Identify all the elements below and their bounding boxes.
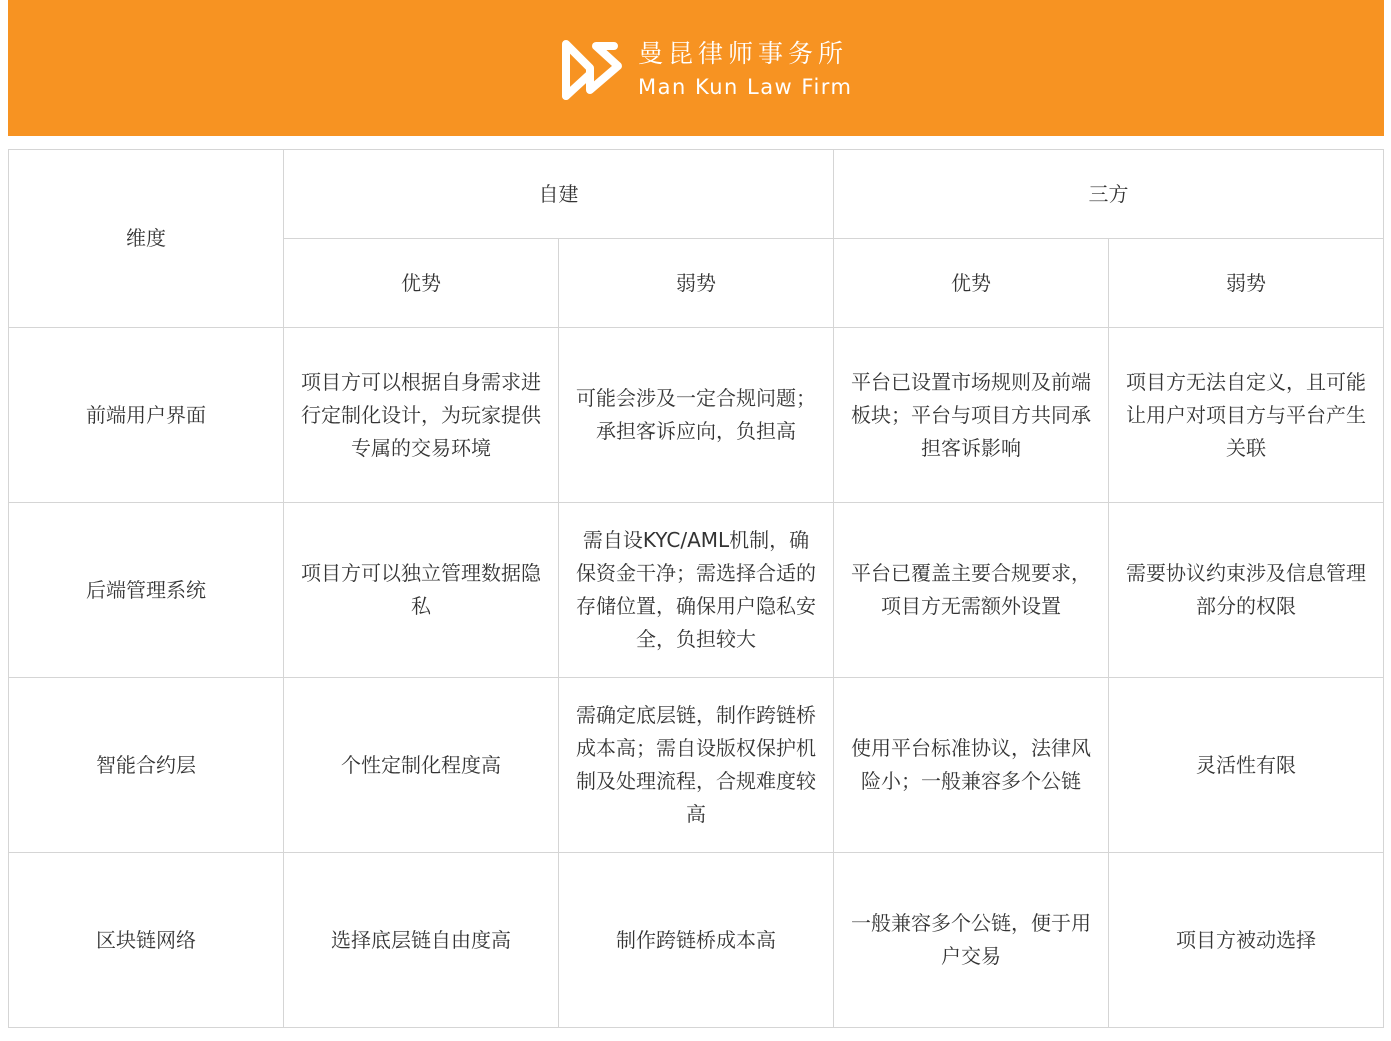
table-row — [9, 328, 1384, 503]
group-header-row — [9, 150, 1384, 239]
dimension-cell: 后端管理系统 — [9, 503, 284, 678]
table-row — [9, 678, 1384, 853]
table-cell: 需要协议约束涉及信息管理部分的权限 — [1109, 503, 1384, 678]
table-cell: 项目方被动选择 — [1109, 853, 1384, 1028]
table-cell: 可能会涉及一定合规问题；承担客诉应向，负担高 — [559, 328, 834, 503]
table-cell: 项目方无法自定义，且可能让用户对项目方与平台产生关联 — [1109, 328, 1384, 503]
mk-logo-icon — [556, 36, 626, 102]
table-cell: 使用平台标准协议，法律风险小；一般兼容多个公链 — [834, 678, 1109, 853]
table-row — [9, 503, 1384, 678]
firm-name-en: Man Kun Law Firm — [638, 75, 853, 99]
group-header-self-built: 自建 — [284, 150, 834, 239]
table-cell: 灵活性有限 — [1109, 678, 1384, 853]
table-cell: 平台已设置市场规则及前端板块；平台与项目方共同承担客诉影响 — [834, 328, 1109, 503]
dimension-cell: 区块链网络 — [9, 853, 284, 1028]
table-cell: 需自设KYC/AML机制，确保资金干净；需选择合适的存储位置，确保用户隐私安全，负担较大 — [559, 503, 834, 678]
header-banner — [8, 0, 1384, 136]
sub-header-advantage: 优势 — [284, 239, 559, 328]
sub-header-disadvantage: 弱势 — [1109, 239, 1384, 328]
firm-name-cn: 曼昆律师事务所 — [638, 39, 849, 68]
table-cell: 制作跨链桥成本高 — [559, 853, 834, 1028]
table-cell: 平台已覆盖主要合规要求，项目方无需额外设置 — [834, 503, 1109, 678]
dimension-cell: 智能合约层 — [9, 678, 284, 853]
dimension-header: 维度 — [9, 150, 284, 328]
table-cell: 项目方可以独立管理数据隐私 — [284, 503, 559, 678]
table-cell: 一般兼容多个公链，便于用户交易 — [834, 853, 1109, 1028]
table-cell: 个性定制化程度高 — [284, 678, 559, 853]
sub-header-advantage: 优势 — [834, 239, 1109, 328]
group-header-third-party: 三方 — [834, 150, 1384, 239]
table-cell: 需确定底层链，制作跨链桥成本高；需自设版权保护机制及处理流程，合规难度较高 — [559, 678, 834, 853]
comparison-table — [8, 149, 1384, 1028]
dimension-cell: 前端用户界面 — [9, 328, 284, 503]
table-cell: 选择底层链自由度高 — [284, 853, 559, 1028]
table-cell: 项目方可以根据自身需求进行定制化设计，为玩家提供专属的交易环境 — [284, 328, 559, 503]
sub-header-disadvantage: 弱势 — [559, 239, 834, 328]
table-row — [9, 853, 1384, 1028]
